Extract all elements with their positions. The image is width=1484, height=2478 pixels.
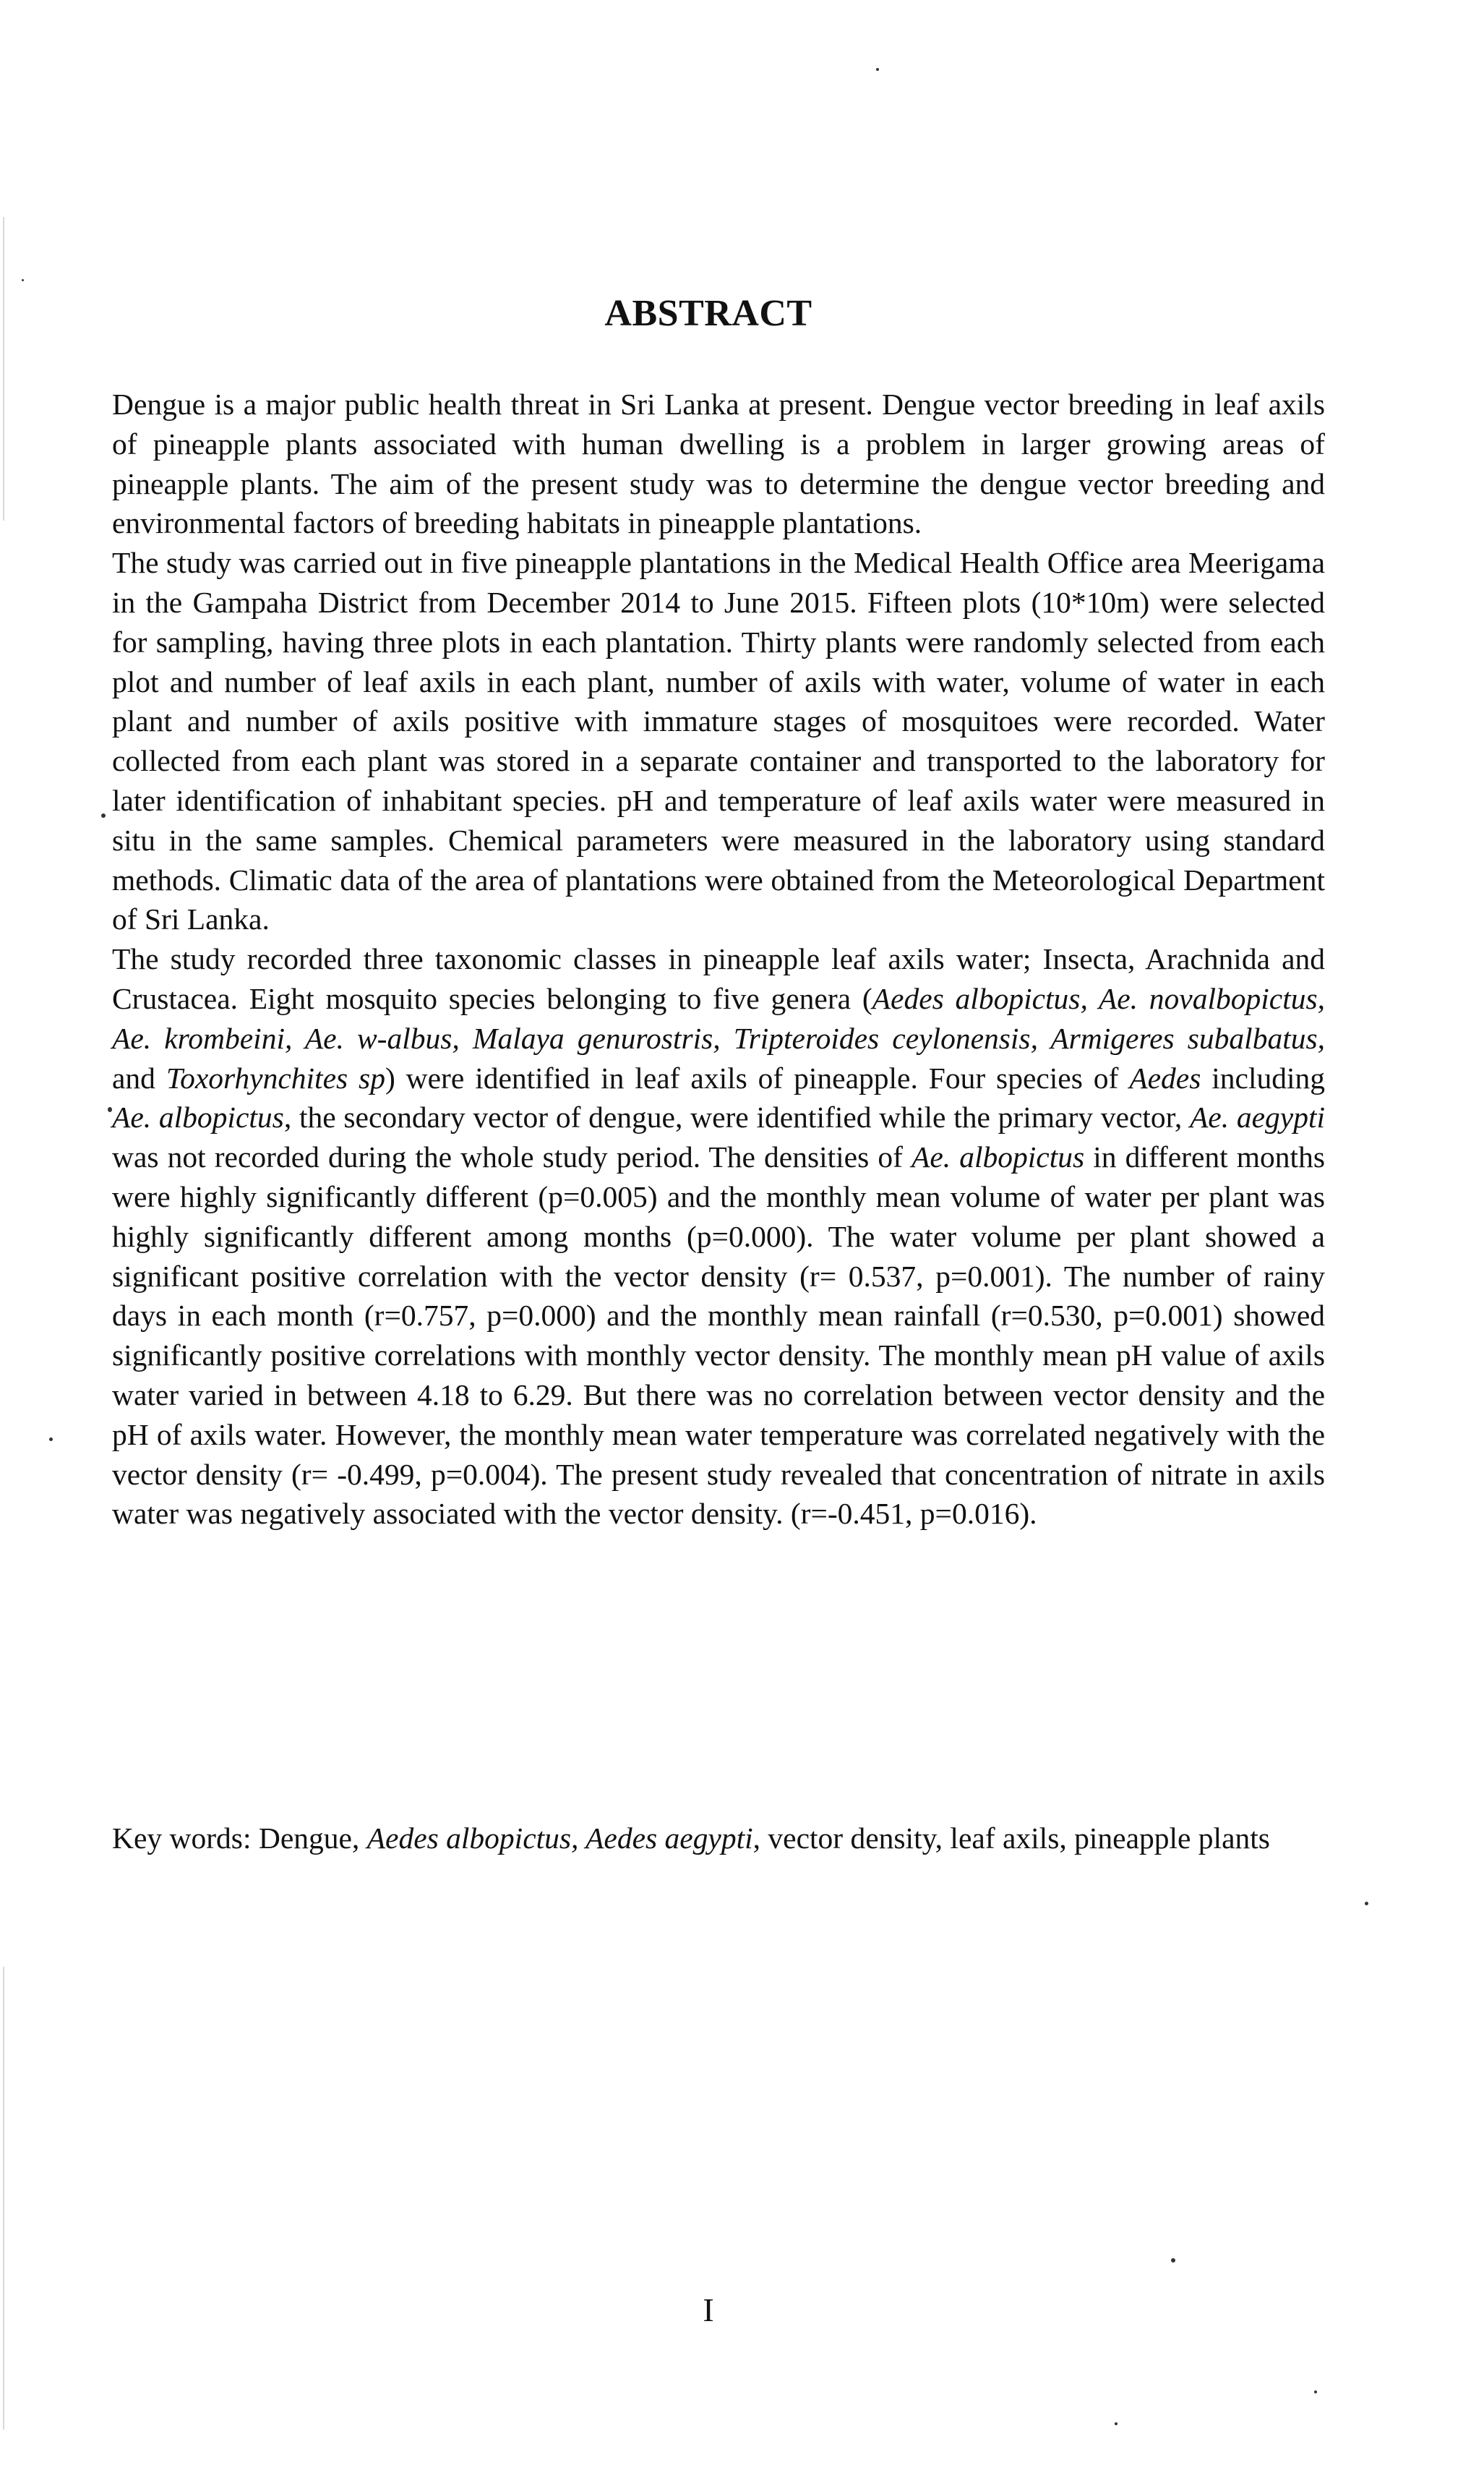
scan-speck (49, 1437, 53, 1441)
scan-speck (1115, 2422, 1118, 2425)
text-run: and (112, 1061, 166, 1095)
italic-text-run: Ae. albopictus (112, 1101, 284, 1135)
text-run: , the secondary vector of dengue, were identified while the primary vector, (283, 1101, 1190, 1135)
text-run: was not recorded during the whole study period. The densities of (112, 1140, 912, 1174)
text-run: The study recorded three taxonomic classes in pineapple leaf axils water; Insecta, Arachnida and Crustacea. Eight mosquito species belonging to five genera ( (112, 942, 1325, 1015)
page-number: I (703, 2291, 714, 2328)
keywords-line (112, 1819, 1325, 1858)
text-run: , vector density, leaf axils, pineapple plants (752, 1821, 1270, 1855)
italic-text-run: Toxorhynchites sp (166, 1061, 385, 1095)
scan-speck (101, 813, 106, 818)
italic-text-run: Aedes albopictus, Aedes aegypti (366, 1821, 753, 1855)
scan-speck (1171, 2258, 1175, 2263)
page-title: ABSTRACT (604, 293, 812, 334)
scan-edge-line (3, 1967, 4, 2430)
abstract-paragraph-introduction (112, 385, 1325, 543)
abstract-paragraph-methods (112, 543, 1325, 939)
italic-text-run: Aedes (1129, 1061, 1201, 1095)
scan-edge-line (3, 217, 4, 521)
scan-speck (22, 279, 24, 281)
scan-speck (876, 68, 879, 71)
text-run: in different months were highly significantly different (p=0.005) and the monthly mean volume of water per plant was highly significantly different among months (p=0.000). The water volume per plant showed a significant positive correlation with the vector density (r= 0.537, p=0.001). The number of rainy days in each month (r=0.757, p=0.000) and the monthly mean rainfall (r=0.530, p=0.001) showed significantly positive correlations with monthly vector density. The monthly mean pH value of axils water varied in between 4.18 to 6.29. But there was no correlation between vector density and the pH of axils water. However, the monthly mean water temperature was correlated negatively with the vector density (r= -0.499, p=0.004). The present study revealed that concentration of nitrate in axils water was negatively associated with the vector density. (r=-0.451, p=0.016). (112, 1140, 1325, 1531)
text-run: Key words: Dengue, (112, 1821, 367, 1855)
scan-speck (1365, 1902, 1368, 1905)
text-run: Dengue is a major public health threat in Sri Lanka at present. Dengue vector breeding in leaf axils of pineapple plants associated with human dwelling is a problem in larger growing areas of pineapple plants. The aim of the present study was to determine the dengue vector breeding and environmental factors of breeding habitats in pineapple plantations. (112, 388, 1325, 540)
scan-speck (1314, 2391, 1317, 2393)
italic-text-run: Ae. albopictus (912, 1140, 1085, 1174)
text-run: including (1201, 1061, 1326, 1095)
abstract-paragraph-results (112, 939, 1325, 1534)
text-run: ) were identified in leaf axils of pineapple. Four species of (385, 1061, 1130, 1095)
abstract-body (112, 385, 1325, 1534)
italic-text-run: Ae. aegypti (1189, 1101, 1325, 1135)
italic-text-run: Aedes albopictus, Ae. novalbopictus, Ae. krombeini, Ae. w-albus, Malaya genurostris, Tripteroides ceylonensis, Armigeres subalbatus, (112, 981, 1325, 1055)
text-run: The study was carried out in five pineapple plantations in the Medical Health Office area Meerigama in the Gampaha District from December 2014 to June 2015. Fifteen plots (10*10m) were selected for sampling, having three plots in each plantation. Thirty plants were randomly selected from each plot and number of leaf axils in each plant, number of axils with water, volume of water in each plant and number of axils positive with immature stages of mosquitoes were recorded. Water collected from each plant was stored in a separate container and transported to the laboratory for later identification of inhabitant species. pH and temperature of leaf axils water were measured in situ in the same samples. Chemical parameters were measured in the laboratory using standard methods. Climatic data of the area of plantations were obtained from the Meteorological Department of Sri Lanka. (112, 546, 1325, 936)
